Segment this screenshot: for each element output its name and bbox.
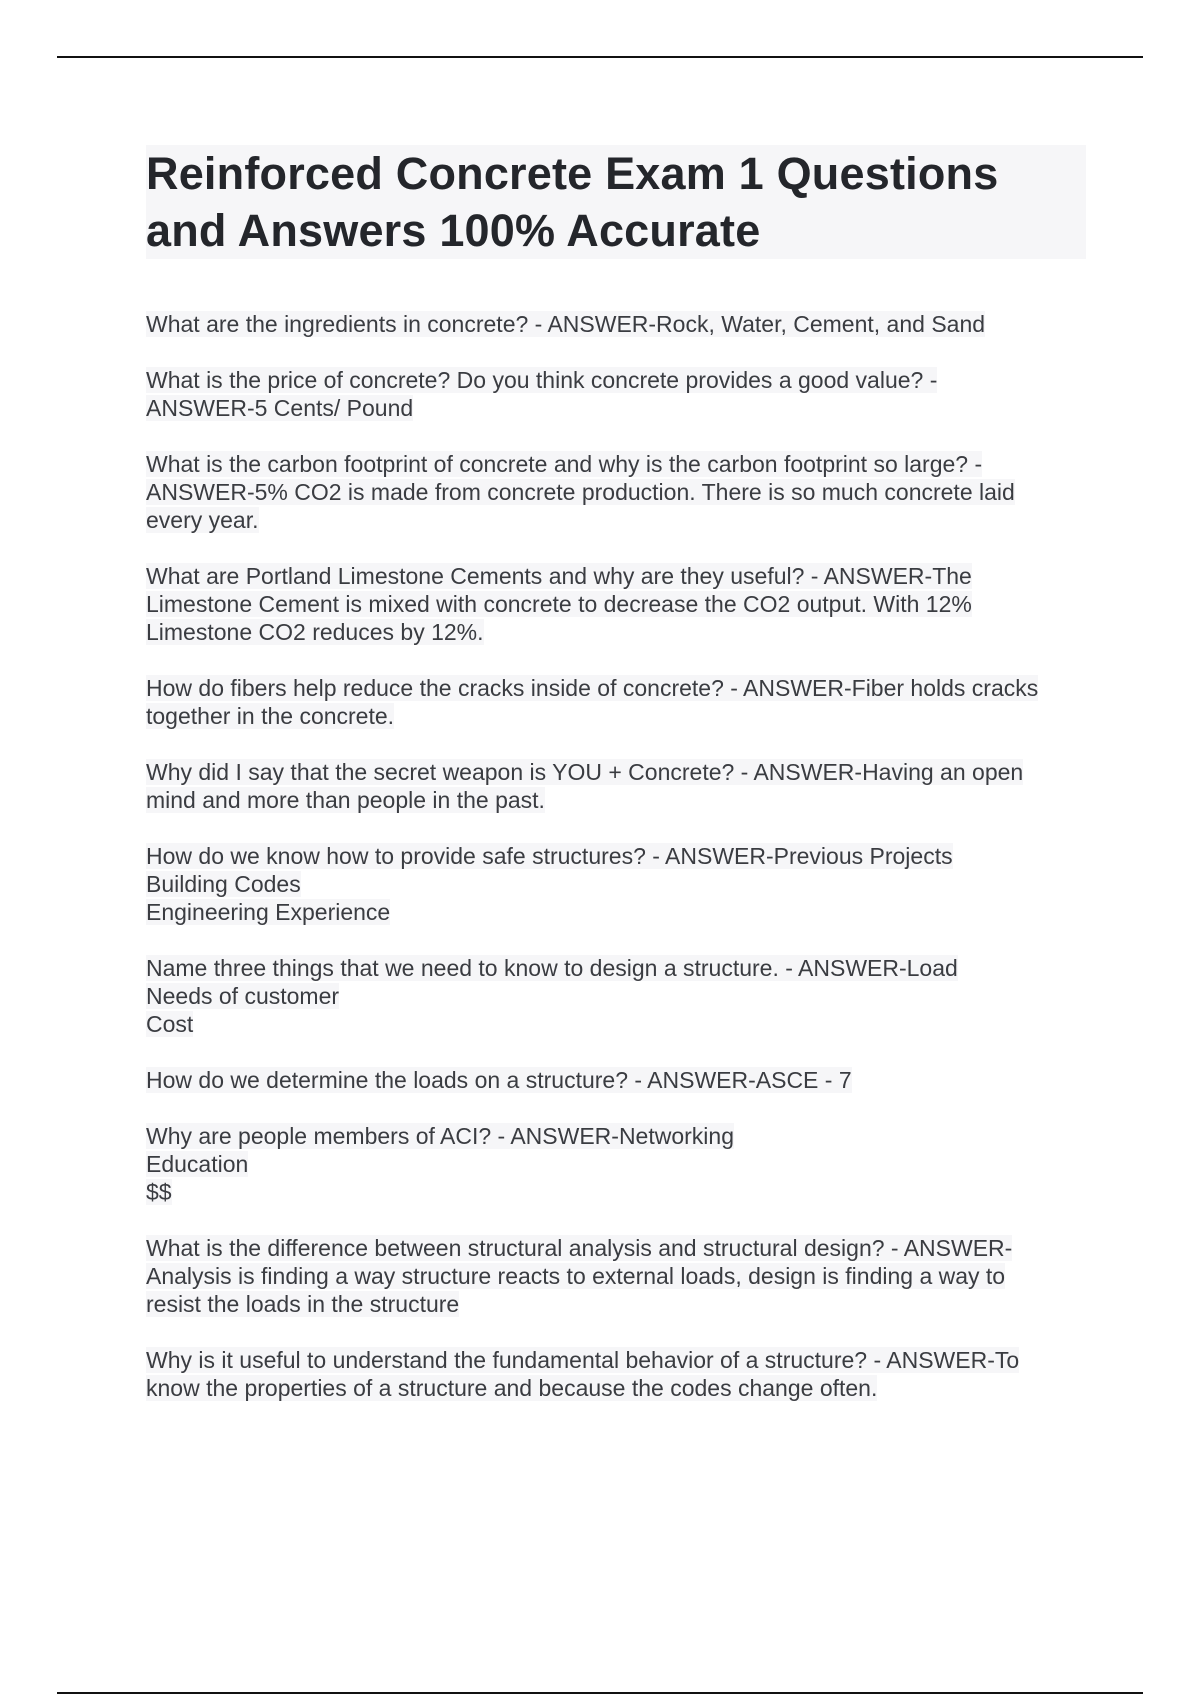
- qa-text: Why are people members of ACI? - ANSWER-Networking: [146, 1123, 734, 1149]
- qa-text: How do we know how to provide safe structures? - ANSWER-Previous Projects: [146, 843, 953, 869]
- qa-text: know the properties of a structure and because the codes change often.: [146, 1375, 878, 1401]
- document-title: [146, 145, 1086, 259]
- qa-line: [146, 898, 1086, 926]
- top-rule: [57, 56, 1143, 58]
- qa-text: mind and more than people in the past.: [146, 787, 545, 813]
- qa-text: Analysis is finding a way structure reacts to external loads, design is finding a way to: [146, 1263, 1006, 1289]
- qa-item: [146, 450, 1086, 534]
- qa-item: [146, 310, 1086, 338]
- qa-text: Limestone Cement is mixed with concrete to decrease the CO2 output. With 12%: [146, 591, 972, 617]
- qa-line: [146, 870, 1086, 898]
- qa-item: [146, 1346, 1086, 1402]
- qa-text: What are Portland Limestone Cements and why are they useful? - ANSWER-The: [146, 563, 972, 589]
- bottom-rule: [57, 1692, 1143, 1694]
- qa-line: [146, 450, 1086, 478]
- qa-text: Education: [146, 1151, 249, 1177]
- qa-line: [146, 1178, 1086, 1206]
- qa-line: [146, 366, 1086, 394]
- qa-line: [146, 1122, 1086, 1150]
- qa-line: [146, 618, 1086, 646]
- qa-line: [146, 1346, 1086, 1374]
- qa-item: [146, 842, 1086, 926]
- qa-text: How do fibers help reduce the cracks inside of concrete? - ANSWER-Fiber holds cracks: [146, 675, 1039, 701]
- qa-text: Engineering Experience: [146, 899, 391, 925]
- qa-item: [146, 1234, 1086, 1318]
- qa-item: [146, 1066, 1086, 1094]
- qa-item: [146, 954, 1086, 1038]
- qa-text: What is the price of concrete? Do you think concrete provides a good value? -: [146, 367, 938, 393]
- qa-text: together in the concrete.: [146, 703, 395, 729]
- qa-text: What is the carbon footprint of concrete and why is the carbon footprint so large? -: [146, 451, 983, 477]
- qa-text: What is the difference between structural analysis and structural design? - ANSWER-: [146, 1235, 1013, 1261]
- qa-line: [146, 1262, 1086, 1290]
- qa-item: [146, 562, 1086, 646]
- qa-line: [146, 1150, 1086, 1178]
- qa-text: Limestone CO2 reduces by 12%.: [146, 619, 484, 645]
- qa-text: Why is it useful to understand the fundamental behavior of a structure? - ANSWER-To: [146, 1347, 1020, 1373]
- qa-line: [146, 478, 1086, 506]
- qa-line: [146, 1374, 1086, 1402]
- qa-item: [146, 674, 1086, 730]
- qa-text: ANSWER-5% CO2 is made from concrete production. There is so much concrete laid: [146, 479, 1015, 505]
- qa-line: [146, 674, 1086, 702]
- qa-text: Name three things that we need to know to design a structure. - ANSWER-Load: [146, 955, 958, 981]
- qa-text: resist the loads in the structure: [146, 1291, 460, 1317]
- qa-text: What are the ingredients in concrete? - ANSWER-Rock, Water, Cement, and Sand: [146, 311, 986, 337]
- qa-line: [146, 1010, 1086, 1038]
- qa-line: [146, 590, 1086, 618]
- document-body: [146, 145, 1086, 1401]
- qa-line: [146, 954, 1086, 982]
- qa-text: Cost: [146, 1011, 194, 1037]
- qa-item: [146, 758, 1086, 814]
- qa-line: [146, 1290, 1086, 1318]
- qa-line: [146, 702, 1086, 730]
- qa-text: Building Codes: [146, 871, 301, 897]
- qa-list: [146, 310, 1086, 1430]
- qa-text: ANSWER-5 Cents/ Pound: [146, 395, 414, 421]
- qa-item: [146, 1122, 1086, 1206]
- qa-text: $$: [146, 1179, 172, 1205]
- qa-line: [146, 786, 1086, 814]
- qa-item: [146, 366, 1086, 422]
- qa-line: [146, 982, 1086, 1010]
- title-line: and Answers 100% Accurate: [146, 205, 761, 256]
- qa-line: [146, 1066, 1086, 1094]
- qa-text: Why did I say that the secret weapon is YOU + Concrete? - ANSWER-Having an open: [146, 759, 1024, 785]
- qa-line: [146, 310, 1086, 338]
- qa-text: every year.: [146, 507, 259, 533]
- qa-line: [146, 562, 1086, 590]
- qa-line: [146, 506, 1086, 534]
- title-line: Reinforced Concrete Exam 1 Questions: [146, 148, 999, 199]
- qa-text: How do we determine the loads on a structure? - ANSWER-ASCE - 7: [146, 1067, 852, 1093]
- qa-line: [146, 758, 1086, 786]
- qa-text: Needs of customer: [146, 983, 340, 1009]
- qa-line: [146, 842, 1086, 870]
- qa-line: [146, 1234, 1086, 1262]
- qa-line: [146, 394, 1086, 422]
